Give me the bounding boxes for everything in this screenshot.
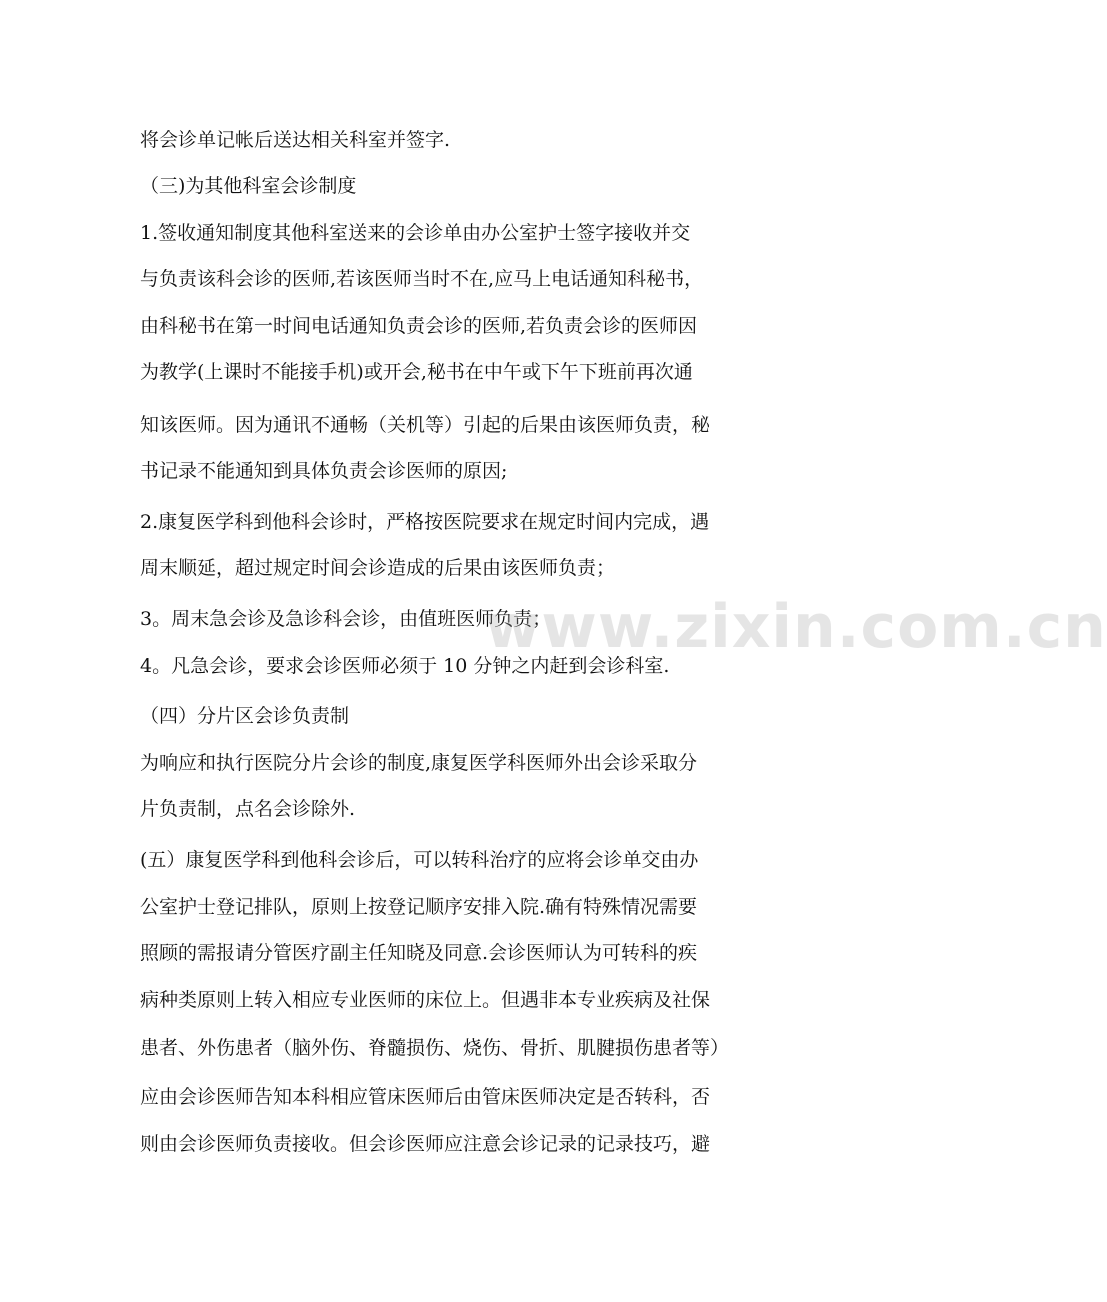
text-line-5: 由科秘书在第一时间电话通知负责会诊的医师,若负责会诊的医师因 xyxy=(140,315,698,337)
text-line-14: 为响应和执行医院分片会诊的制度,康复医学科医师外出会诊采取分 xyxy=(140,752,698,774)
text-line-10: 周末顺延，超过规定时间会诊造成的后果由该医师负责； xyxy=(140,557,616,579)
text-line-6: 为教学(上课时不能接手机)或开会,秘书在中午或下午下班前再次通 xyxy=(140,361,693,383)
text-line-21: 应由会诊医师告知本科相应管床医师后由管床医师决定是否转科，否 xyxy=(140,1086,711,1108)
section-heading-3: （三)为其他科室会诊制度 xyxy=(140,175,357,197)
text-line-22: 则由会诊医师负责接收。但会诊医师应注意会诊记录的记录技巧，避 xyxy=(140,1133,711,1155)
text-line-18: 照顾的需报请分管医疗副主任知晓及同意.会诊医师认为可转科的疾 xyxy=(140,942,698,964)
text-line-12: 4。凡急会诊，要求会诊医师必须于 10 分钟之内赶到会诊科室. xyxy=(140,655,670,677)
text-line-3: 1.签收通知制度其他科室送来的会诊单由办公室护士签字接收并交 xyxy=(140,222,691,244)
text-line-8: 书记录不能通知到具体负责会诊医师的原因; xyxy=(140,460,508,482)
watermark: www.zixin.com.cn xyxy=(485,592,1107,662)
text-line-7: 知该医师。因为通讯不通畅（关机等）引起的后果由该医师负责，秘 xyxy=(140,414,711,436)
text-line-19: 病种类原则上转入相应专业医师的床位上。但遇非本专业疾病及社保 xyxy=(140,989,711,1011)
section-heading-5: (五）康复医学科到他科会诊后，可以转科治疗的应将会诊单交由办 xyxy=(140,849,699,871)
text-line-20: 患者、外伤患者（脑外伤、脊髓损伤、烧伤、骨折、肌腱损伤患者等） xyxy=(140,1037,730,1059)
text-line-4: 与负责该科会诊的医师,若该医师当时不在,应马上电话通知科秘书， xyxy=(140,268,704,290)
text-line-9: 2.康复医学科到他科会诊时，严格按医院要求在规定时间内完成，遇 xyxy=(140,511,710,533)
text-line-1: 将会诊单记帐后送达相关科室并签字. xyxy=(140,129,451,151)
text-line-17: 公室护士登记排队，原则上按登记顺序安排入院.确有特殊情况需要 xyxy=(140,896,698,918)
text-line-15: 片负责制，点名会诊除外. xyxy=(140,798,356,820)
text-line-11: 3。周末急会诊及急诊科会诊，由值班医师负责； xyxy=(140,608,552,630)
section-heading-4: （四）分片区会诊负责制 xyxy=(140,705,350,727)
